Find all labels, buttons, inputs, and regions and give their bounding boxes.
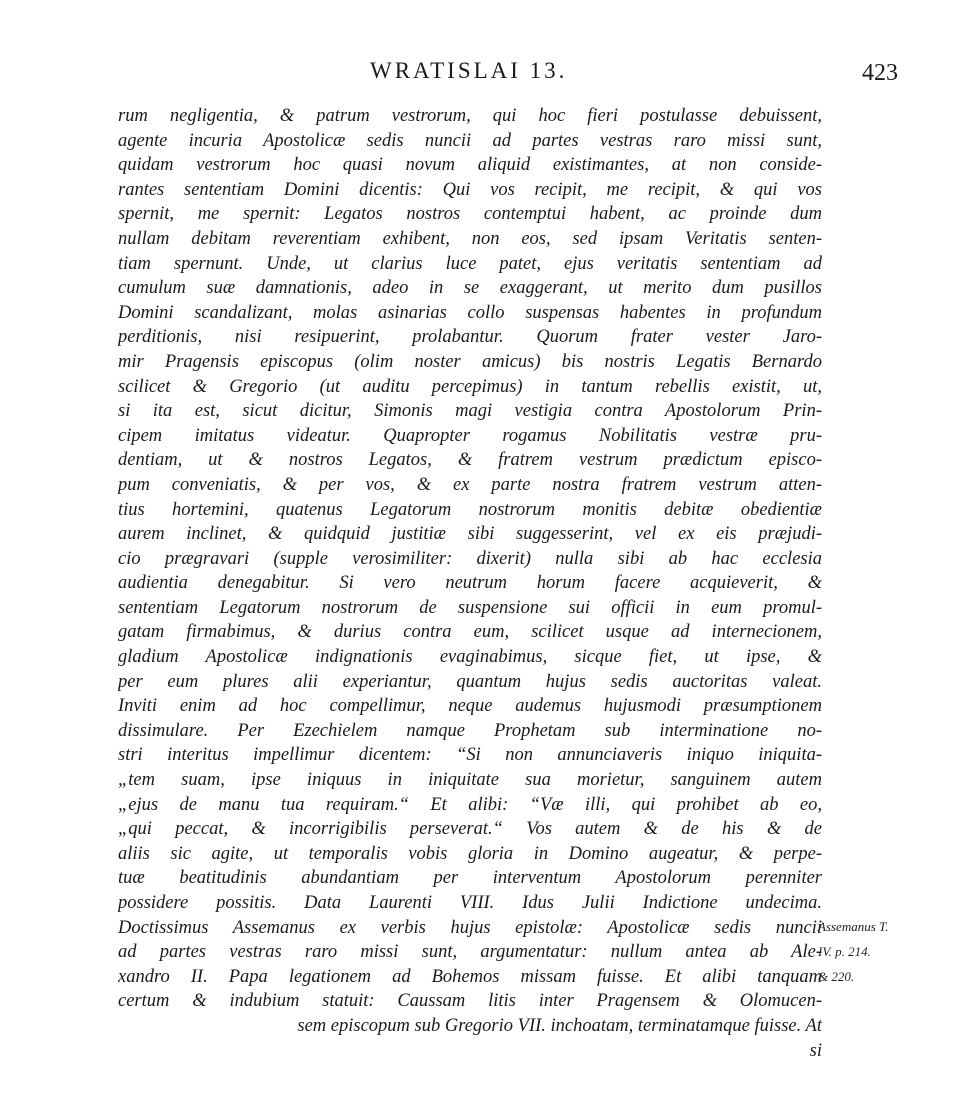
catchword: si [809,1040,822,1061]
text-line: gladium Apostolicæ indignationis evaginabimus, sicque fiet, ut ipse, & [118,647,822,668]
text-line: dissimulare. Per Ezechielem namque Prophetam sub interminatione no- [118,720,822,741]
running-title: WRATISLAI 13. [370,58,568,83]
text-line: cio prægravari (supple verosimiliter: dixerit) nulla sibi ab hac ecclesia [118,548,822,569]
text-line: rum negligentia, & patrum vestrorum, qui hoc fieri postulasse debuissent, [118,106,822,126]
text-line: mir Pragensis episcopus (olim noster amicus) bis nostris Legatis Bernardo [118,351,822,372]
text-line: ad partes vestras raro missi sunt, argumentatur: nullum antea ab Ale- [118,942,822,963]
text-line: Inviti enim ad hoc compellimur, neque audemus hujusmodi præsumptionem [118,696,822,717]
text-line: stri interitus impellimur dicentem: “Si non annunciaveris iniquo iniquita- [118,745,822,766]
text-line: „ejus de manu tua requiram.“ Et alibi: “Væ illi, qui prohibet ab eo, [118,794,822,815]
margin-note-line: IV. p. 214. [818,944,871,959]
text-line: audientia denegabitur. Si vero neutrum horum facere acquieverit, & [118,573,822,594]
text-line: cipem imitatus videatur. Quapropter rogamus Nobilitatis vestræ pru- [118,425,822,446]
text-line: „tem suam, ipse iniquus in iniquitate sua morietur, sanguinem autem [118,770,822,791]
text-line: agente incuria Apostolicæ sedis nuncii ad partes vestras raro missi sunt, [118,130,822,151]
text-line: sem episcopum sub Gregorio VII. inchoatam, terminatamque fuisse. At [297,1015,822,1036]
text-line: perditionis, nisi resipuerint, prolabantur. Quorum frater vester Jaro- [118,327,822,348]
body-text [118,104,822,1063]
text-line: quidam vestrorum hoc quasi novum aliquid existimantes, at non conside- [118,155,822,176]
text-line: per eum plures alii experiantur, quantum hujus sedis auctoritas valeat. [118,671,822,692]
text-line: spernit, me spernit: Legatos nostros contemptui habent, ac proinde dum [118,204,822,225]
running-head [0,50,960,90]
text-line: „qui peccat, & incorrigibilis perseverat.“ Vos autem & de his & de [118,819,822,840]
text-line: tius hortemini, quatenus Legatorum nostrorum monitis debitæ obedientiæ [118,499,822,520]
margin-note-line: & 220. [818,969,855,984]
text-line: nullam debitam reverentiam exhibent, non eos, sed ipsam Veritatis senten- [118,228,822,249]
text-line: dentiam, ut & nostros Legatos, & fratrem vestrum prædictum episco- [118,450,822,471]
text-line: scilicet & Gregorio (ut auditu percepimus) in tantum rebellis existit, ut, [118,376,822,397]
text-line: tiam spernunt. Unde, ut clarius luce patet, ejus veritatis sententiam ad [118,253,822,274]
text-line: cumulum suæ damnationis, adeo in se exaggerant, ut merito dum pusillos [118,278,822,299]
text-line: aurem inclinet, & quidquid justitiæ sibi suggesserint, vel ex eis præjudi- [118,524,822,545]
text-line: aliis sic agite, ut temporalis vobis gloria in Domino augeatur, & perpe- [118,843,822,864]
text-line: si ita est, sicut dicitur, Simonis magi vestigia contra Apostolorum Prin- [118,401,822,422]
text-line: possidere possitis. Data Laurenti VIII. Idus Julii Indictione undecima. [118,893,822,913]
text-line: tuæ beatitudinis abundantiam per interventum Apostolorum perenniter [118,868,822,889]
page-number: 423 [862,60,898,86]
margin-note-line: Assemanus T. [818,919,889,934]
text-line: xandro II. Papa legationem ad Bohemos missam fuisse. Et alibi tanquam [118,966,822,987]
text-line: pum conveniatis, & per vos, & ex parte nostra fratrem vestrum atten- [118,474,822,495]
text-line: Doctissimus Assemanus ex verbis hujus epistolæ: Apostolicæ sedis nuncii [118,917,822,938]
text-line: gatam firmabimus, & durius contra eum, scilicet usque ad internecionem, [118,622,822,643]
text-line: Domini scandalizant, molas asinarias collo suspensas habentes in profundum [118,302,822,323]
text-line: rantes sententiam Domini dicentis: Qui vos recipit, me recipit, & qui vos [118,179,822,200]
text-line: certum & indubium statuit: Caussam litis inter Pragensem & Olomucen- [118,991,822,1012]
margin-note [818,914,954,989]
text-line: sententiam Legatorum nostrorum de suspensione sui officii in eum promul- [118,597,822,618]
